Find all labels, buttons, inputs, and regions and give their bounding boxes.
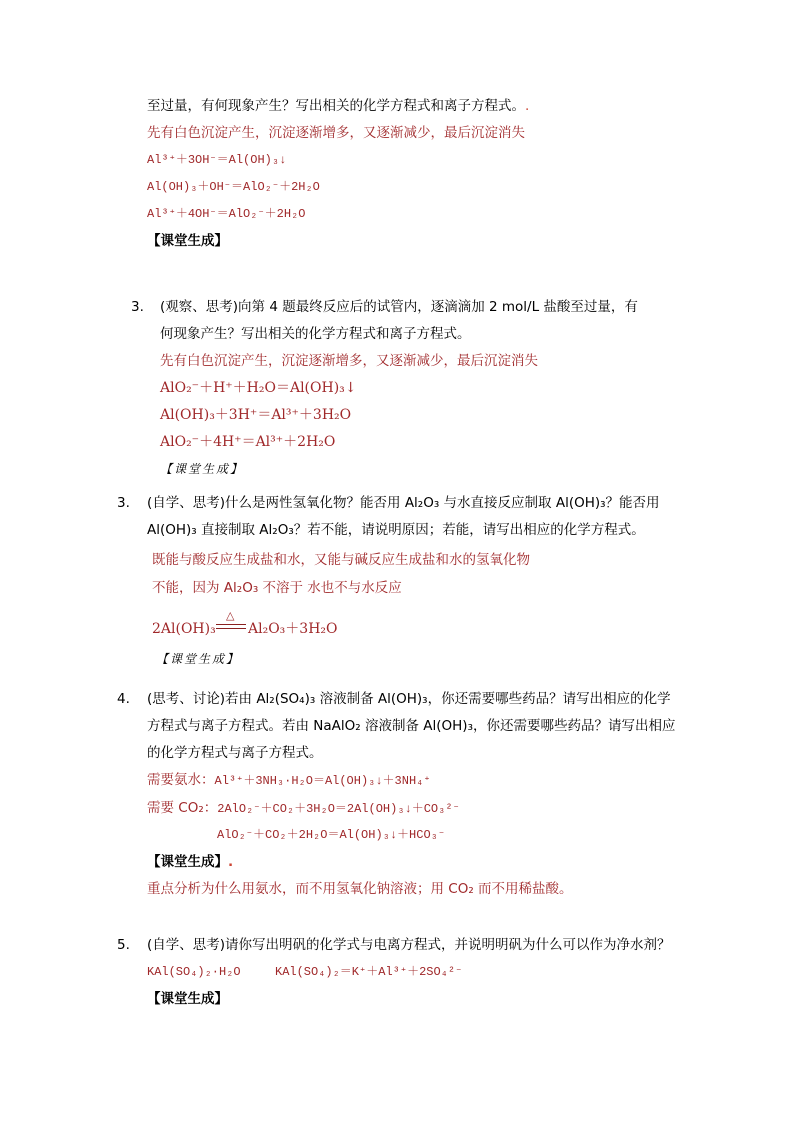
mark-dot: . [525, 98, 530, 114]
class-note-tag: 【课堂生成】 [147, 233, 228, 249]
answer-text: 先有白色沉淀产生，沉淀逐渐增多，又逐渐减少，最后沉淀消失 [160, 353, 538, 369]
equation: Al³⁺＋4OH⁻＝AlO₂⁻＋2H₂O [147, 207, 306, 221]
equation-bar [216, 628, 246, 629]
equation: Al(OH)₃＋OH⁻＝AlO₂⁻＋2H₂O [147, 180, 320, 194]
answer-line: 需要 CO₂：2AlO₂⁻＋CO₂＋3H₂O＝2Al(OH)₃↓＋CO₃²⁻ [147, 800, 460, 816]
question-text: 何现象产生？写出相关的化学方程式和离子方程式。 [160, 326, 471, 342]
equation: AlO₂⁻＋4H⁺＝Al³⁺＋2H₂O [160, 434, 336, 450]
question-number: 5. [117, 937, 130, 953]
equation-rhs: Al₂O₃＋3H₂O [248, 621, 338, 637]
question-text: 的化学方程式与离子方程式。 [147, 745, 323, 761]
equation-lhs: 2Al(OH)₃ [152, 621, 216, 637]
answer-text: 先有白色沉淀产生，沉淀逐渐增多，又逐渐减少，最后沉淀消失 [147, 125, 525, 141]
heat-condition-symbol: △ [226, 609, 235, 622]
equation: Al³⁺＋3NH₃·H₂O＝Al(OH)₃↓＋3NH₄⁺ [214, 774, 431, 788]
answer-text: 既能与酸反应生成盐和水，又能与碱反应生成盐和水的氢氧化物 [152, 552, 530, 568]
alum-formula: KAl(SO₄)₂·H₂O [147, 965, 241, 979]
equation-bar [216, 624, 246, 625]
question-number: 3. [117, 495, 130, 511]
question-continuation: 至过量，有何现象产生？写出相关的化学方程式和离子方程式。. [147, 98, 530, 114]
question-text: (观察、思考)向第 4 题最终反应后的试管内，逐滴滴加 2 mol/L 盐酸至过量，有 [160, 299, 638, 315]
class-note-tag: 【课堂生成】 [156, 652, 241, 666]
class-note-tag: 【课堂生成】 [160, 462, 245, 476]
equation: Al³⁺＋3OH⁻＝Al(OH)₃↓ [147, 153, 287, 167]
answer-text: 不能，因为 Al₂O₃ 不溶于 水也不与水反应 [152, 580, 402, 596]
mark-dot: . [228, 854, 234, 870]
equation: 2AlO₂⁻＋CO₂＋3H₂O＝2Al(OH)₃↓＋CO₃²⁻ [217, 802, 460, 816]
equation: AlO₂⁻＋H⁺＋H₂O＝Al(OH)₃↓ [160, 380, 357, 396]
class-note-tag: 【课堂生成】. [147, 854, 234, 870]
question-text: 方程式与离子方程式。若由 NaAlO₂ 溶液制备 Al(OH)₃，你还需要哪些药品？请写出相应 [147, 718, 676, 734]
question-number: 3. [131, 299, 144, 315]
answer-line: 需要氨水：Al³⁺＋3NH₃·H₂O＝Al(OH)₃↓＋3NH₄⁺ [147, 772, 431, 788]
question-text: (自学、思考)请你写出明矾的化学式与电离方程式，并说明明矾为什么可以作为净水剂？ [147, 937, 671, 953]
question-text: (思考、讨论)若由 Al₂(SO₄)₃ 溶液制备 Al(OH)₃，你还需要哪些药品？请写出相应的化学 [147, 691, 671, 707]
question-number: 4. [117, 691, 130, 707]
question-text: Al(OH)₃ 直接制取 Al₂O₃？若不能，请说明原因；若能，请写出相应的化学方程式。 [147, 522, 645, 538]
equation: AlO₂⁻＋CO₂＋2H₂O＝Al(OH)₃↓＋HCO₃⁻ [217, 828, 446, 842]
analysis-note: 重点分析为什么用氨水，而不用氢氧化钠溶液；用 CO₂ 而不用稀盐酸。 [147, 881, 573, 897]
equation: Al(OH)₃＋3H⁺＝Al³⁺＋3H₂O [160, 407, 352, 423]
class-note-tag: 【课堂生成】 [147, 991, 228, 1007]
ionization-equation: KAl(SO₄)₂＝K⁺＋Al³⁺＋2SO₄²⁻ [275, 965, 463, 979]
question-text: (自学、思考)什么是两性氢氧化物？能否用 Al₂O₃ 与水直接反应制取 Al(OH)₃？能否用 [147, 495, 660, 511]
